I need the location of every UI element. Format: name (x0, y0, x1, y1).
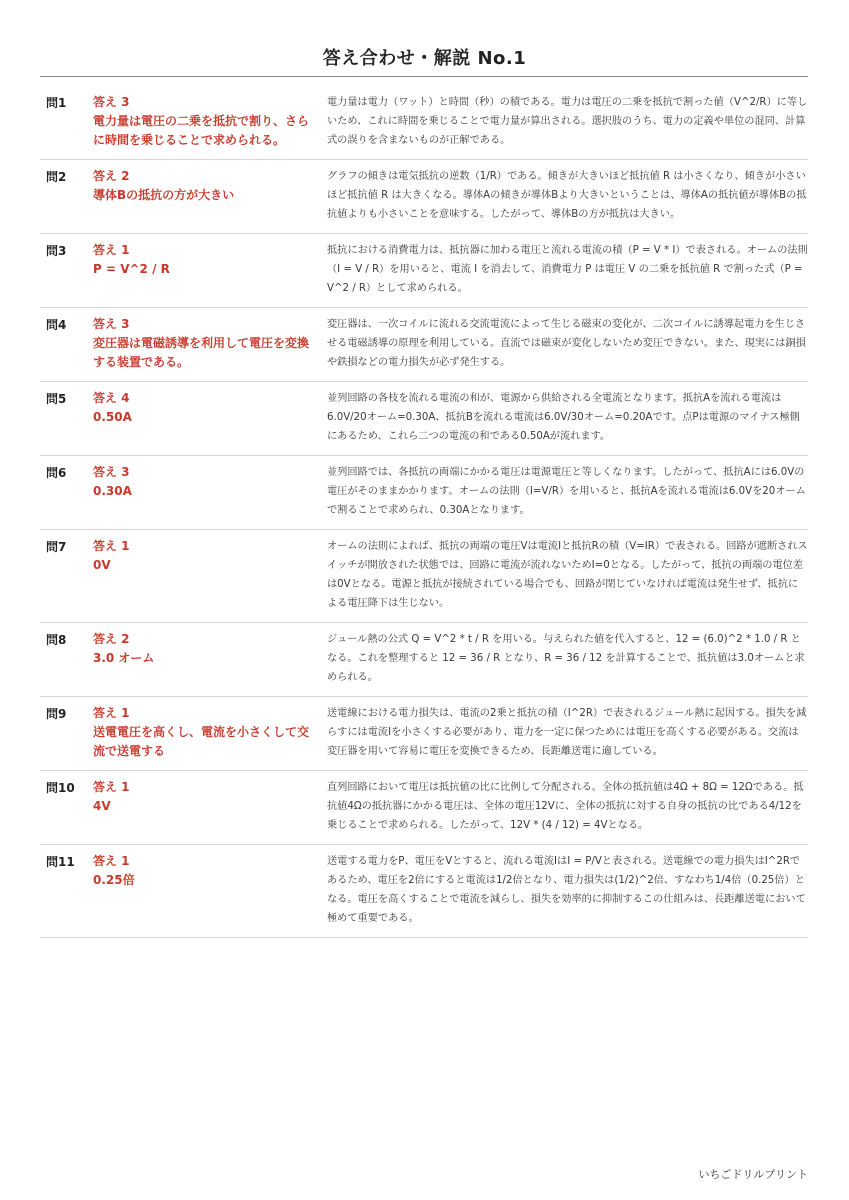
answer-text: 0.25倍 (93, 873, 135, 887)
question-number: 問3 (46, 244, 67, 258)
question-number: 問1 (46, 96, 67, 110)
explanation-text: ジュール熱の公式 Q = V^2 * t / R を用いる。与えられた値を代入すると、12 = (6.0)^2 * 1.0 / R となる。これを整理すると 12 = 36 / R となり、R = 36 / 12 を計算することで、抵抗値は3.0オームと求められる。 (327, 634, 805, 683)
footer-brand: いちごドリルプリント (698, 1168, 808, 1181)
answer-choice: 答え 4 (93, 391, 130, 405)
answer-text: 導体Bの抵抗の方が大きい (93, 188, 235, 202)
answer-choice: 答え 2 (93, 169, 130, 183)
answer-choice: 答え 3 (93, 465, 130, 479)
explanation-text: 変圧器は、一次コイルに流れる交流電流によって生じる磁束の変化が、二次コイルに誘導起電力を生じさせる電磁誘導の原理を利用している。直流では磁束が変化しないため変圧できない。また、現実には銅損や鉄損などの電力損失が必ず発生する。 (327, 319, 806, 368)
answer-row (40, 623, 808, 697)
answer-choice: 答え 1 (93, 243, 130, 257)
question-number: 問10 (46, 781, 75, 795)
explanation-text: 並列回路の各枝を流れる電流の和が、電源から供給される全電流となります。抵抗Aを流れる電流は6.0V/20オーム=0.30A、抵抗Bを流れる電流は6.0V/30オーム=0.20Aです。点Pは電源のマイナス極側にあるため、これら二つの電流の和である0.50Aが流れます。 (327, 393, 800, 442)
answer-text: 0.50A (93, 410, 132, 424)
answer-choice: 答え 1 (93, 780, 130, 794)
explanation-text: 電力量は電力（ワット）と時間（秒）の積である。電力は電圧の二乗を抵抗で割った値（V^2/R）に等しいため、これに時間を乗じることで電力量が算出される。選択肢のうち、電力の定義や単位の混同、計算式の誤りを含まないものが正解である。 (327, 97, 808, 146)
answer-choice: 答え 1 (93, 539, 130, 553)
explanation-text: 直列回路において電圧は抵抗値の比に比例して分配される。全体の抵抗値は4Ω + 8Ω = 12Ωである。抵抗値4Ωの抵抗器にかかる電圧は、全体の電圧12Vに、全体の抵抗に対する自身の抵抗の比である4/12を乗じることで求められる。したがって、12V * (4 / 12) = 4Vとなる。 (327, 782, 804, 831)
answer-row (40, 845, 808, 938)
answer-row (40, 456, 808, 530)
answer-column (93, 704, 327, 761)
answer-row (40, 382, 808, 456)
answer-choice: 答え 1 (93, 854, 130, 868)
answer-column (93, 852, 327, 890)
explanation-text: 送電線における電力損失は、電流の2乗と抵抗の積（I^2R）で表されるジュール熱に起因する。損失を減らすには電流Iを小さくする必要があり、電力を一定に保つためには電圧を高くする必要がある。交流は変圧器を用いて容易に電圧を変換できるため、長距離送電に適している。 (327, 708, 807, 757)
answer-row (40, 530, 808, 623)
answer-choice: 答え 1 (93, 706, 130, 720)
question-number: 問11 (46, 855, 75, 869)
answer-column (93, 630, 327, 668)
page-title: 答え合わせ・解説 No.1 (322, 48, 527, 69)
question-number: 問2 (46, 170, 67, 184)
answer-row (40, 160, 808, 234)
answer-row (40, 771, 808, 845)
answer-choice: 答え 3 (93, 317, 130, 331)
answer-text: 0V (93, 558, 111, 572)
question-number: 問8 (46, 633, 67, 647)
answer-text: 電力量は電圧の二乗を抵抗で割り、さらに時間を乗じることで求められる。 (93, 114, 310, 147)
answer-row (40, 308, 808, 382)
answer-text: P = V^2 / R (93, 262, 170, 276)
explanation-text: 送電する電力をP、電圧をVとすると、流れる電流IはI = P/Vと表される。送電線での電力損失はI^2Rであるため、電圧を2倍にすると電流は1/2倍となり、電力損失は(1/2)^2倍、すなわち1/4倍（0.25倍）となる。電圧を高くすることで電流を減らし、損失を効率的に抑制するこの仕組みは、長距離送電において極めて重要である。 (327, 856, 806, 924)
answer-column (93, 463, 327, 501)
answer-column (93, 389, 327, 427)
question-number: 問5 (46, 392, 67, 406)
answer-text: 送電電圧を高くし、電流を小さくして交流で送電する (93, 725, 310, 758)
answer-column (93, 241, 327, 279)
answer-list (40, 86, 808, 938)
answer-column (93, 315, 327, 372)
answer-column (93, 537, 327, 575)
question-number: 問6 (46, 466, 67, 480)
explanation-text: グラフの傾きは電気抵抗の逆数（1/R）である。傾きが大きいほど抵抗値 R は小さくなり、傾きが小さいほど抵抗値 R は大きくなる。導体Aの傾きが導体Bより大きいということは、導体Aの抵抗値が導体Bの抵抗値よりも小さいことを意味する。したがって、導体Bの方が抵抗は大きい。 (327, 171, 807, 220)
answer-row (40, 234, 808, 308)
explanation-text: 並列回路では、各抵抗の両端にかかる電圧は電源電圧と等しくなります。したがって、抵抗Aには6.0Vの電圧がそのままかかります。オームの法則（I=V/R）を用いると、抵抗Aを流れる電流は6.0Vを20オームで割ることで求められ、0.30Aとなります。 (327, 467, 806, 516)
answer-column (93, 93, 327, 150)
answer-row (40, 697, 808, 771)
question-number: 問9 (46, 707, 67, 721)
answer-text: 4V (93, 799, 111, 813)
title-divider (40, 76, 808, 77)
question-number: 問4 (46, 318, 67, 332)
answer-text: 0.30A (93, 484, 132, 498)
answer-row (40, 86, 808, 160)
explanation-text: 抵抗における消費電力は、抵抗器に加わる電圧と流れる電流の積（P = V * I）で表される。オームの法則（I = V / R）を用いると、電流 I を消去して、消費電力 P は電圧 V の二乗を抵抗値 R で割った式（P = V^2 / R）として求められる。 (327, 245, 808, 294)
answer-column (93, 167, 327, 205)
answer-choice: 答え 3 (93, 95, 130, 109)
answer-text: 変圧器は電磁誘導を利用して電圧を変換する装置である。 (93, 336, 310, 369)
explanation-text: オームの法則によれば、抵抗の両端の電圧Vは電流Iと抵抗Rの積（V=IR）で表される。回路が遮断されスイッチが開放された状態では、回路に電流が流れないためI=0となる。したがって、抵抗の両端の電位差は0Vとなる。電源と抵抗が接続されている場合でも、回路が閉じていなければ電流は発生せず、抵抗による電圧降下は生じない。 (327, 541, 808, 609)
answer-text: 3.0 オーム (93, 651, 155, 665)
answer-choice: 答え 2 (93, 632, 130, 646)
question-number: 問7 (46, 540, 67, 554)
answer-column (93, 778, 327, 816)
